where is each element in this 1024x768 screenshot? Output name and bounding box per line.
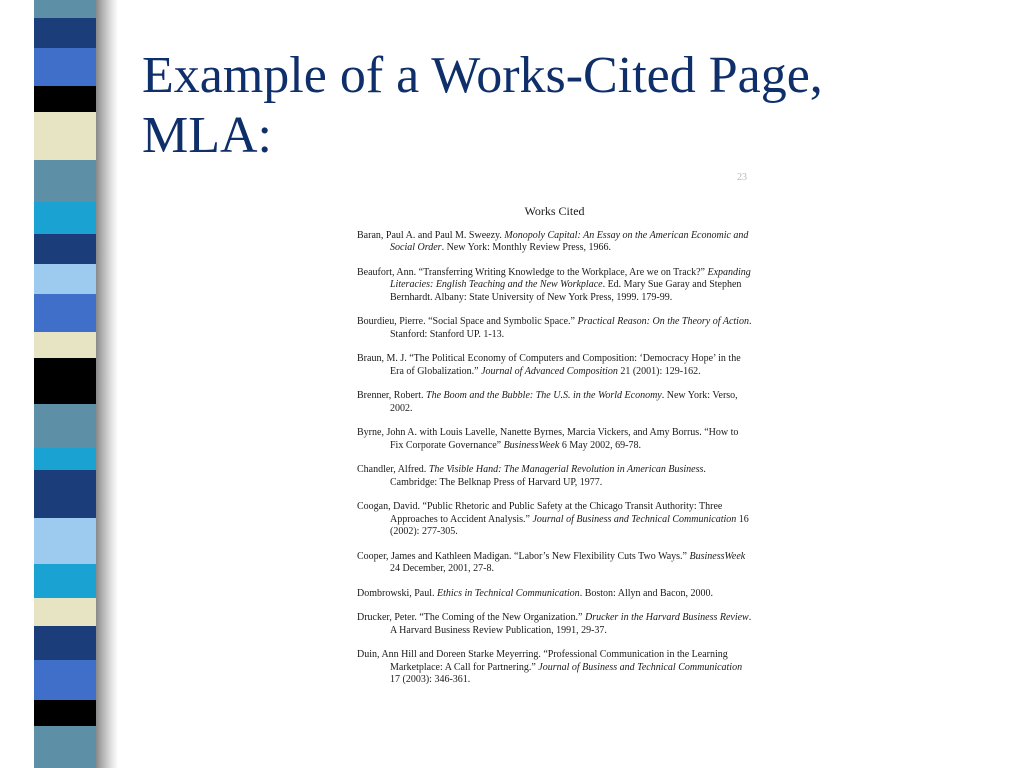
citation-text: . Stanford: Stanford UP. 1-13. xyxy=(390,316,752,340)
citation-entry xyxy=(357,501,752,539)
citation-entry xyxy=(357,230,752,255)
citation-entry xyxy=(357,316,752,341)
stripe-segment xyxy=(34,448,96,470)
citation-text: 17 (2003): 346-361. xyxy=(390,674,471,685)
stripe-segment xyxy=(34,726,96,768)
slide-title-line-2: MLA: xyxy=(142,107,272,164)
citation-title-italic: The Boom and the Bubble: The U.S. in the World Economy xyxy=(426,390,662,401)
citation-title-italic: BusinessWeek xyxy=(689,550,746,562)
citation-text: Baran, Paul A. and Paul M. Sweezy. xyxy=(357,229,505,241)
page-number: 23 xyxy=(737,172,747,183)
stripe-segment xyxy=(34,404,96,448)
works-cited-document xyxy=(357,205,752,699)
citation-text: Bourdieu, Pierre. “Social Space and Symbolic Space.” xyxy=(357,316,578,327)
stripe-segment xyxy=(34,48,96,86)
stripe-segment xyxy=(34,470,96,518)
citation-text: Brenner, Robert. xyxy=(357,390,427,401)
stripe-segment xyxy=(34,202,96,234)
citation-entry xyxy=(357,551,752,576)
citation-text: . Ed. Mary Sue Garay and Stephen Bernhardt. Albany: State University of New York Press, 1999. 179-99. xyxy=(390,279,742,303)
citation-title-italic: BusinessWeek xyxy=(503,439,560,451)
citation-text: . New York: Monthly Review Press, 1966. xyxy=(441,242,612,253)
citation-entry xyxy=(357,390,752,415)
stripe-segment xyxy=(34,358,96,404)
citation-text: . Cambridge: The Belknap Press of Harvard UP, 1977. xyxy=(390,464,706,488)
citation-entry xyxy=(357,612,752,637)
citation-entry xyxy=(357,649,752,687)
stripe-segment xyxy=(34,626,96,660)
citation-text: Coogan, David. “Public Rhetoric and Public Safety at the Chicago Transit Authority: Three Approaches to Accident Analysis.” xyxy=(357,501,723,525)
citation-text: Chandler, Alfred. xyxy=(357,464,429,475)
stripe-segment xyxy=(34,294,96,332)
slide-title-line-1: Example of a Works-Cited Page, xyxy=(142,47,823,104)
stripe-segment xyxy=(34,660,96,700)
citation-entry xyxy=(357,427,752,452)
citation-text: 16 (2002): 277-305. xyxy=(390,513,749,537)
citation-title-italic: Journal of Business and Technical Communication xyxy=(532,513,737,525)
stripe-segment xyxy=(34,332,96,358)
stripe-segment xyxy=(34,564,96,598)
citation-entry xyxy=(357,353,752,378)
citation-text: Cooper, James and Kathleen Madigan. “Labor’s New Flexibility Cuts Two Ways.” xyxy=(357,550,690,562)
citation-title-italic: Journal of Business and Technical Communication xyxy=(538,661,743,673)
stripe-segment xyxy=(34,264,96,294)
citation-title-italic: Monopoly Capital: An Essay on the American Economic and Social Order xyxy=(390,229,749,253)
citation-entry xyxy=(357,464,752,489)
works-cited-heading: Works Cited xyxy=(524,204,585,218)
citation-text: 24 December, 2001, 27-8. xyxy=(390,563,495,574)
citation-text: Dombrowski, Paul. xyxy=(357,587,437,599)
stripe-segment xyxy=(34,0,96,18)
stripe-segment xyxy=(34,18,96,48)
stripe-segment xyxy=(34,700,96,726)
citation-text: Drucker, Peter. “The Coming of the New Organization.” xyxy=(357,612,585,623)
citation-text: Duin, Ann Hill and Doreen Starke Meyerring. “Professional Communication in the Learning Marketplace: A Call for Partnering.” xyxy=(357,649,728,673)
citation-text: 6 May 2002, 69-78. xyxy=(559,439,641,451)
citation-title-italic: The Visible Hand: The Managerial Revolution in American Business xyxy=(428,464,704,475)
citation-title-italic: Journal of Advanced Composition xyxy=(481,365,618,377)
stripe-segment xyxy=(34,234,96,264)
stripe-segment xyxy=(34,86,96,112)
stripe-segment xyxy=(34,160,96,202)
stripe-segment xyxy=(34,112,96,160)
citation-text: . A Harvard Business Review Publication, 1991, 29-37. xyxy=(390,612,752,636)
stripe-segment xyxy=(34,598,96,626)
citation-title-italic: Ethics in Technical Communication xyxy=(437,587,580,599)
citation-text: . Boston: Allyn and Bacon, 2000. xyxy=(579,587,714,599)
citation-text: Beaufort, Ann. “Transferring Writing Knowledge to the Workplace, Are we on Track?” xyxy=(357,266,708,278)
citation-text: . New York: Verso, 2002. xyxy=(390,390,738,414)
decorative-stripe-bar xyxy=(34,0,96,768)
citation-entry xyxy=(357,267,752,305)
stripe-segment xyxy=(34,518,96,564)
works-cited-list xyxy=(357,230,752,687)
citation-text: 21 (2001): 129-162. xyxy=(617,365,701,377)
citation-title-italic: Practical Reason: On the Theory of Action xyxy=(577,316,749,327)
slide-title xyxy=(142,46,1002,166)
citation-text: Braun, M. J. “The Political Economy of Computers and Composition: ‘Democracy Hope’ in the Era of Globalization.” xyxy=(357,353,741,377)
citation-entry xyxy=(357,588,752,601)
citation-title-italic: Drucker in the Harvard Business Review xyxy=(584,612,749,623)
citation-text: Byrne, John A. with Louis Lavelle, Nanette Byrnes, Marcia Vickers, and Amy Borrus. “How to Fix Corporate Governance” xyxy=(357,427,739,451)
citation-title-italic: Expanding Literacies: English Teaching and the New Workplace xyxy=(390,266,751,290)
